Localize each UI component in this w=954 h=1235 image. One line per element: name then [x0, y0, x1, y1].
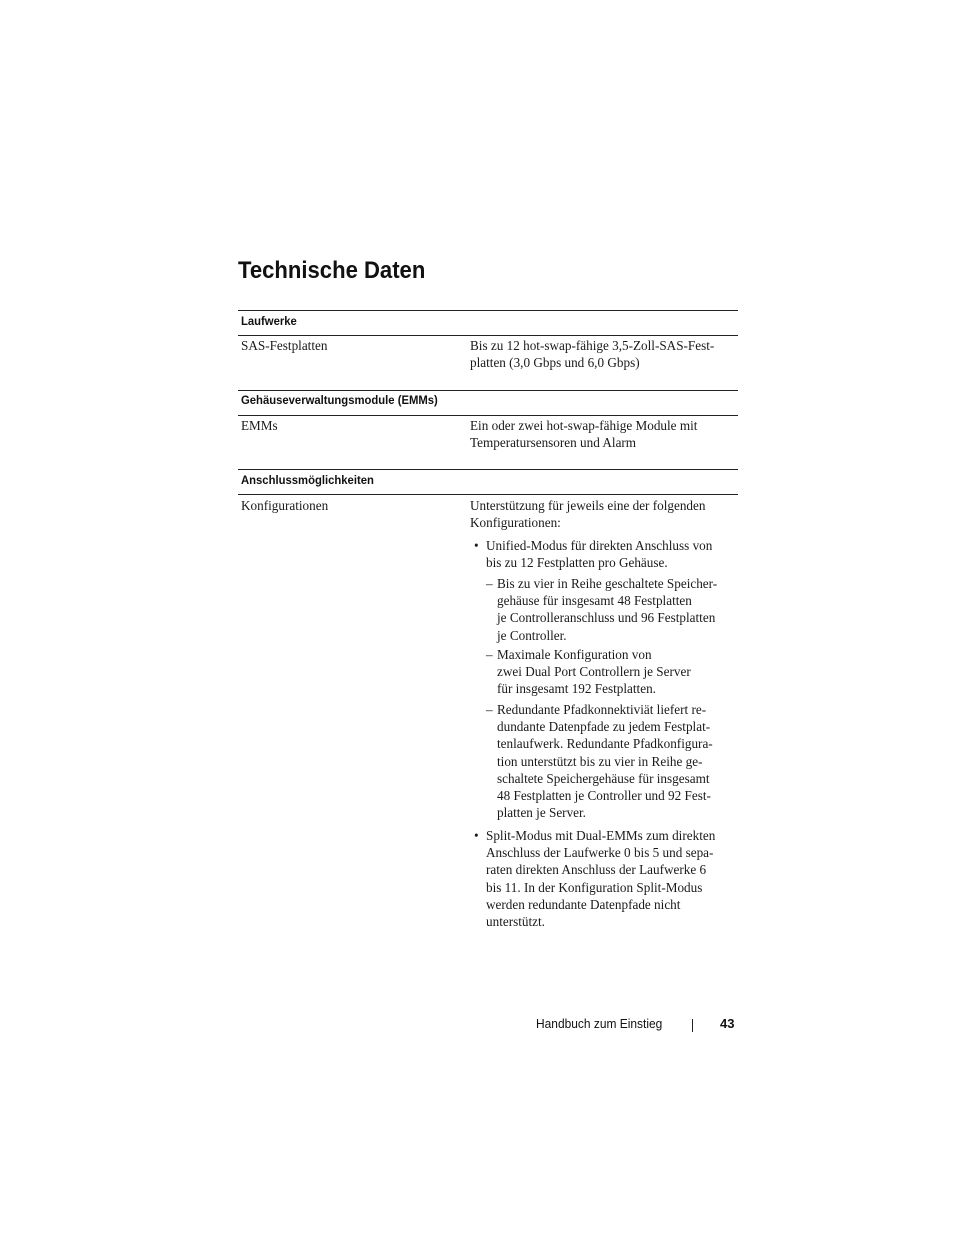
row-value-konfigurationen	[470, 497, 732, 531]
subitem-line: dundante Datenpfade zu jedem Festplat-	[497, 719, 711, 735]
value-line: Ein oder zwei hot-swap-fähige Module mit	[470, 418, 698, 433]
bullet-line: werden redundante Datenpfade nicht	[486, 896, 681, 912]
section-top-rule	[238, 390, 738, 391]
dash-marker: –	[486, 702, 493, 717]
bullet-line: Unified-Modus für direkten Anschluss von	[486, 538, 713, 553]
subitem-line: 48 Festplatten je Controller und 92 Fest-	[497, 788, 711, 804]
bullet-line: raten direkten Anschluss der Laufwerke 6	[486, 862, 707, 878]
subitem-line: je Controller.	[497, 627, 567, 643]
subitem-line: tion unterstützt bis zu vier in Reihe ge-	[497, 753, 703, 769]
subitem-line: zwei Dual Port Controllern je Server	[497, 664, 691, 680]
value-line: Konfigurationen:	[470, 515, 561, 531]
subitem-line: gehäuse für insgesamt 48 Festplatten	[497, 593, 692, 609]
page-title: Technische Daten	[238, 257, 426, 284]
row-label-konfigurationen: Konfigurationen	[241, 498, 329, 513]
row-label-sas-festplatten: SAS-Festplatten	[241, 338, 328, 353]
dash-marker: –	[486, 576, 493, 591]
subitem-line: schaltete Speichergehäuse für insgesamt	[497, 770, 710, 786]
bullet-line: Split-Modus mit Dual-EMMs zum direkten	[486, 828, 716, 843]
section-header-rule	[238, 415, 738, 416]
section-header-emms: Gehäuseverwaltungsmodule (EMMs)	[241, 393, 438, 407]
value-line: Unterstützung für jeweils eine der folgenden	[470, 498, 706, 513]
bullet-marker: •	[474, 538, 479, 553]
subitem-daisy-chain	[497, 575, 737, 644]
footer-document-title: Handbuch zum Einstieg	[536, 1016, 663, 1031]
subitem-line: tenlaufwerk. Redundante Pfadkonfigura-	[497, 736, 713, 752]
row-value-emms	[470, 417, 732, 451]
section-top-rule	[238, 310, 738, 311]
page-number: 43	[720, 1016, 735, 1031]
subitem-line: für insgesamt 192 Festplatten.	[497, 681, 656, 697]
footer-separator	[692, 1019, 693, 1032]
row-label-emms: EMMs	[241, 418, 278, 433]
subitem-redundant-paths	[497, 701, 737, 821]
bullet-line: bis 11. In der Konfiguration Split-Modus	[486, 879, 703, 895]
subitem-max-configuration	[497, 646, 737, 698]
bullet-line: bis zu 12 Festplatten pro Gehäuse.	[486, 555, 668, 571]
bullet-item-split-mode	[486, 827, 736, 930]
subitem-line: platten je Server.	[497, 805, 586, 821]
bullet-marker: •	[474, 828, 479, 843]
section-header-rule	[238, 335, 738, 336]
bullet-item-unified-mode	[486, 537, 736, 571]
bullet-line: unterstützt.	[486, 914, 545, 930]
subitem-line: Maximale Konfiguration von	[497, 647, 652, 662]
dash-marker: –	[486, 647, 493, 662]
section-header-anschlussmoeglichkeiten: Anschlussmöglichkeiten	[241, 473, 374, 487]
bullet-line: Anschluss der Laufwerke 0 bis 5 und sepa-	[486, 845, 714, 861]
value-line: Temperatursensoren und Alarm	[470, 435, 637, 451]
section-top-rule	[238, 469, 738, 470]
section-header-rule	[238, 494, 738, 495]
value-line: platten (3,0 Gbps und 6,0 Gbps)	[470, 355, 640, 371]
subitem-line: Bis zu vier in Reihe geschaltete Speicher-	[497, 576, 718, 591]
section-header-laufwerke: Laufwerke	[241, 314, 297, 328]
row-value-sas-festplatten	[470, 337, 732, 371]
subitem-line: je Controlleranschluss und 96 Festplatten	[497, 610, 716, 626]
value-line: Bis zu 12 hot-swap-fähige 3,5-Zoll-SAS-Fest-	[470, 338, 715, 353]
subitem-line: Redundante Pfadkonnektiviät liefert re-	[497, 702, 707, 717]
